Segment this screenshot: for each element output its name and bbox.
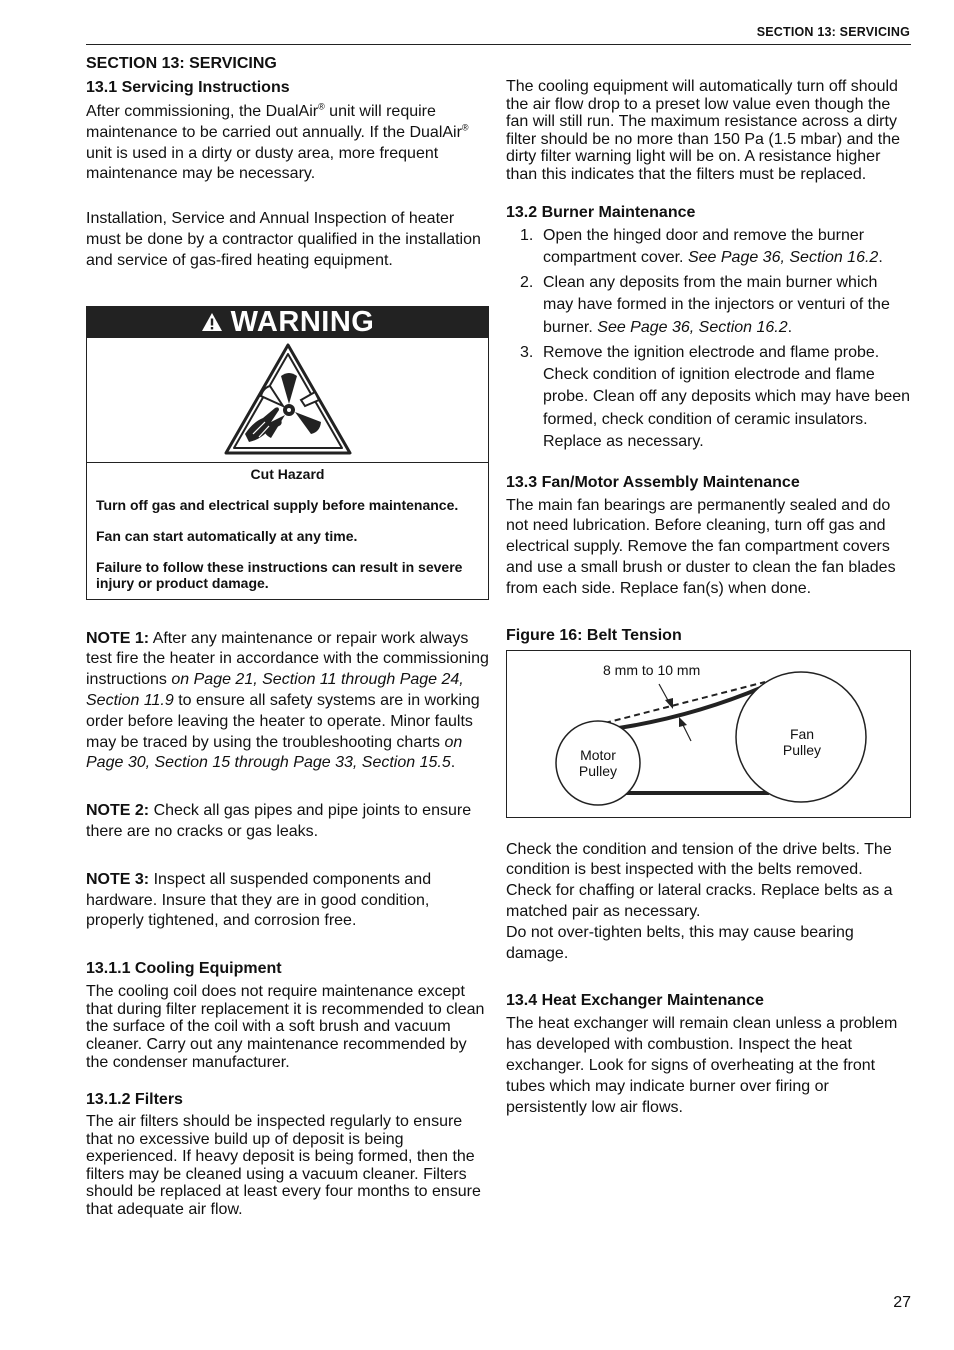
page-number: 27 [893,1294,911,1311]
heading-13-1-2: 13.1.2 Filters [86,1091,183,1109]
fan-pulley-label: Fan Pulley [782,725,822,758]
heading-13-1: 13.1 Servicing Instructions [86,79,290,96]
heading-13-2: 13.2 Burner Maintenance [506,203,696,221]
paragraph-cooling-equipment: The cooling coil does not require maintenance except that during filter replacement it is recommended to clean the surface of the coil with a soft brush and vacuum cleaner. Carry out any maintenance recommended by the condenser manufacturer. [86,983,485,1071]
list-item: 2. Clean any deposits from the main burner which may have formed in the injectors or venturi of the burner. See Page 36, Section 16.2. [520,273,890,336]
note-3: NOTE 3: Inspect all suspended components and hardware. Insure that they are in good condition, properly tightened, and corrosion free. [86,870,432,930]
paragraph-heat-exchanger: The heat exchanger will remain clean unless a problem has developed with combustion. Inspect the heat exchanger. Look for signs of overheating at the front tubes which may indicate burner over firing or persistently low air flows. [506,1015,898,1116]
running-header: SECTION 13: SERVICING [756,25,910,39]
paragraph-belts: Check the condition and tension of the drive belts. The condition is best inspected with the belts removed. Check for chaffing or lateral cracks. Replace belts as a matched pair as necessary. Do not over-tighten belts, this may cause bearing damage. [506,840,893,962]
belt-tension-figure [506,650,911,818]
warning-title: WARNING [230,305,375,338]
warning-box [86,306,489,600]
note-1: NOTE 1: After any maintenance or repair work always test fire the heater in accordance with the commissioning instructions on Page 21, Section 11 through Page 24, Section 11.9 to ensure all safety systems are in working order before leaving the heater to operate. Minor faults may be traced by using the troubleshooting charts on Page 30, Section 15 through Page 33, Section 15.5. [86,629,489,772]
header-rule [86,44,911,45]
figure-16-title: Figure 16: Belt Tension [506,626,682,644]
paragraph-13-1-contractor: Installation, Service and Annual Inspection of heater must be done by a contractor qualified in the installation and service of gas-fired heating equipment. [86,210,481,269]
paragraph-filters: The air filters should be inspected regularly to ensure that no excessive build up of deposit is being experienced. If heavy deposit is being formed, then the filters may be cleaned using a vacuum cleaner. Filters should be replaced at least every four months to ensure that adequate air flow. [86,1113,481,1219]
warning-line-3: Failure to follow these instructions can result in severe injury or product damage. [96,558,463,592]
alert-triangle-icon [201,312,223,332]
cut-hazard-pictogram [87,338,488,463]
section-title: SECTION 13: SERVICING [86,55,277,72]
warning-line-2: Fan can start automatically at any time. [96,527,358,544]
warning-header [87,307,488,338]
fan-blade-hand-icon [223,342,353,458]
note-2: NOTE 2: Check all gas pipes and pipe joints to ensure there are no cracks or gas leaks. [86,802,472,840]
heading-13-3: 13.3 Fan/Motor Assembly Maintenance [506,473,800,491]
heading-13-1-1: 13.1.1 Cooling Equipment [86,960,282,978]
right-column [506,78,911,1118]
motor-pulley-label: Motor Pulley [578,746,618,779]
deflection-label: 8 mm to 10 mm [603,661,701,678]
belt-tension-diagram [507,651,910,817]
left-column [86,53,490,1219]
warning-body [87,463,488,599]
paragraph-13-1-intro: After commissioning, the DualAir® unit will require maintenance to be carried out annually. If the DualAir® unit is used in a dirty or dusty area, more frequent maintenance may be necessary. [86,101,469,183]
paragraph-cooling-continued: The cooling equipment will automatically turn off should the air flow drop to a preset low value even though the fan will still run. The maximum resistance across a dirty filter should be no more than 150 Pa (1.5 mbar) and the dirty filter warning light will be on. A resistance higher than this indicates that the filters must be replaced. [506,78,901,183]
list-item: 3. Remove the ignition electrode and flame probe. Check condition of ignition electrode and flame probe. Clean off any deposits which may have been formed, check condition of ceramic insulators. Replace as necessary. [520,343,911,451]
paragraph-fan-motor: The main fan bearings are permanently sealed and do not need lubrication. Before cleaning, turn off gas and electrical supply. Remove the fan compartment covers and use a small brush or duster to clean the fan blades from each side. Replace fan(s) when done. [506,496,896,597]
list-item: 1. Open the hinged door and remove the burner compartment cover. See Page 36, Section 16.2. [520,226,883,266]
warning-line-1: Turn off gas and electrical supply before maintenance. [96,496,459,513]
burner-steps [506,225,911,454]
heading-13-4: 13.4 Heat Exchanger Maintenance [506,992,764,1010]
warning-caption: Cut Hazard [250,465,325,482]
